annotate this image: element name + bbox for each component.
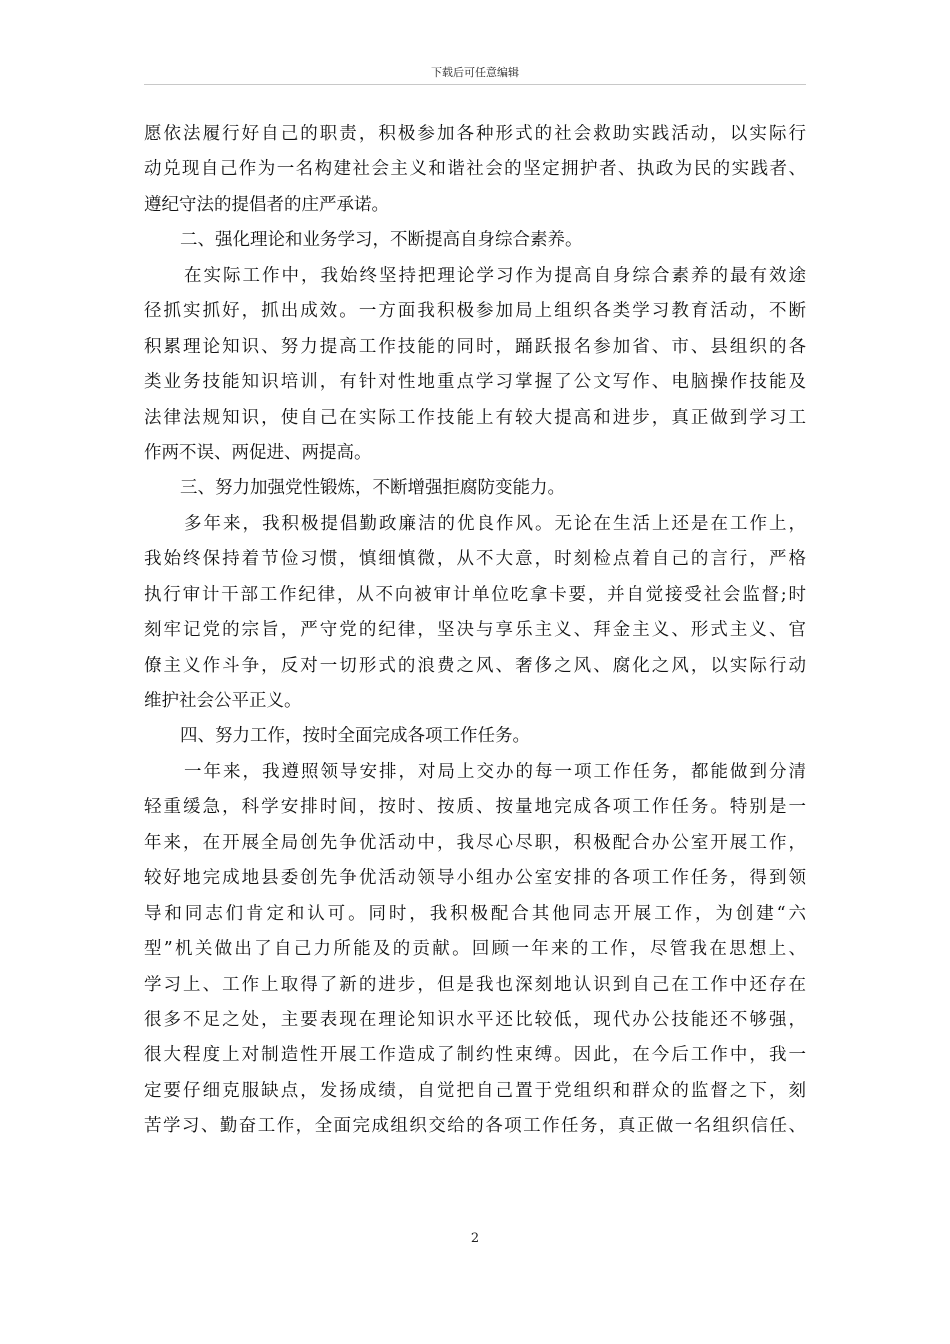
text-line: 愿依法履行好自己的职责，积极参加各种形式的社会救助实践活动，以实际行 [144, 124, 806, 144]
text-line: 轻重缓急，科学安排时间，按时、按质、按量地完成各项工作任务。特别是一 [144, 797, 806, 818]
text-line: 遵纪守法的提倡者的庄严承诺。 [144, 194, 389, 215]
section-heading: 二、强化理论和业务学习，不断提高自身综合素养。 [180, 230, 583, 251]
header-rule [144, 84, 806, 85]
text-line: 积累理论知识、努力提高工作技能的同时，踊跃报名参加省、市、县组织的各 [144, 336, 806, 357]
text-line: 执行审计干部工作纪律，从不向被审计单位吃拿卡要，并自觉接受社会监督;时 [144, 584, 806, 605]
document-body [144, 117, 806, 1145]
text-line: 刻牢记党的宗旨，严守党的纪律，坚决与享乐主义、拜金主义、形式主义、官 [144, 620, 806, 641]
text-line: 类业务技能知识培训，有针对性地重点学习掌握了公文写作、电脑操作技能及 [144, 372, 806, 393]
text-line: 一年来，我遵照领导安排，对局上交办的每一项工作任务，都能做到分清 [184, 761, 806, 782]
text-line: 年来，在开展全局创先争优活动中，我尽心尽职，积极配合办公室开展工作， [144, 832, 806, 853]
text-line: 我始终保持着节俭习惯，慎细慎微，从不大意，时刻检点着自己的言行，严格 [144, 549, 806, 570]
text-line: 很多不足之处，主要表现在理论知识水平还比较低，现代办公技能还不够强， [144, 1009, 806, 1030]
page-header: 下载后可任意编辑 [431, 66, 519, 79]
text-line: 学习上、工作上取得了新的进步，但是我也深刻地认识到自己在工作中还存在 [144, 974, 806, 995]
page-number: 2 [470, 1231, 480, 1246]
text-line: 型”机关做出了自己力所能及的贡献。回顾一年来的工作，尽管我在思想上、 [144, 939, 806, 960]
text-line: 在实际工作中，我始终坚持把理论学习作为提高自身综合素养的最有效途 [184, 265, 806, 286]
text-line: 导和同志们肯定和认可。同时，我积极配合其他同志开展工作，为创建“六 [144, 903, 806, 924]
text-line: 很大程度上对制造性开展工作造成了制约性束缚。因此，在今后工作中，我一 [144, 1045, 806, 1066]
text-line: 较好地完成地县委创先争优活动领导小组办公室安排的各项工作任务，得到领 [144, 868, 806, 889]
text-line: 维护社会公平正义。 [144, 691, 302, 711]
section-heading: 三、努力加强党性锻炼，不断增强拒腐防变能力。 [180, 478, 565, 499]
section-heading: 四、努力工作，按时全面完成各项工作任务。 [180, 726, 530, 747]
text-line: 法律法规知识，使自己在实际工作技能上有较大提高和进步，真正做到学习工 [144, 407, 806, 428]
text-line: 动兑现自己作为一名构建社会主义和谐社会的坚定拥护者、执政为民的实践者、 [144, 159, 806, 180]
text-line: 定要仔细克服缺点，发扬成绩，自觉把自己置于党组织和群众的监督之下，刻 [144, 1080, 806, 1101]
text-line: 径抓实抓好，抓出成效。一方面我积极参加局上组织各类学习教育活动，不断 [144, 301, 806, 322]
text-line: 多年来，我积极提倡勤政廉洁的优良作风。无论在生活上还是在工作上， [184, 513, 806, 534]
text-line: 作两不误、两促进、两提高。 [144, 442, 372, 463]
text-line: 苦学习、勤奋工作，全面完成组织交给的各项工作任务，真正做一名组织信任、 [144, 1116, 806, 1137]
text-line: 僚主义作斗争，反对一切形式的浪费之风、奢侈之风、腐化之风，以实际行动 [144, 655, 806, 676]
